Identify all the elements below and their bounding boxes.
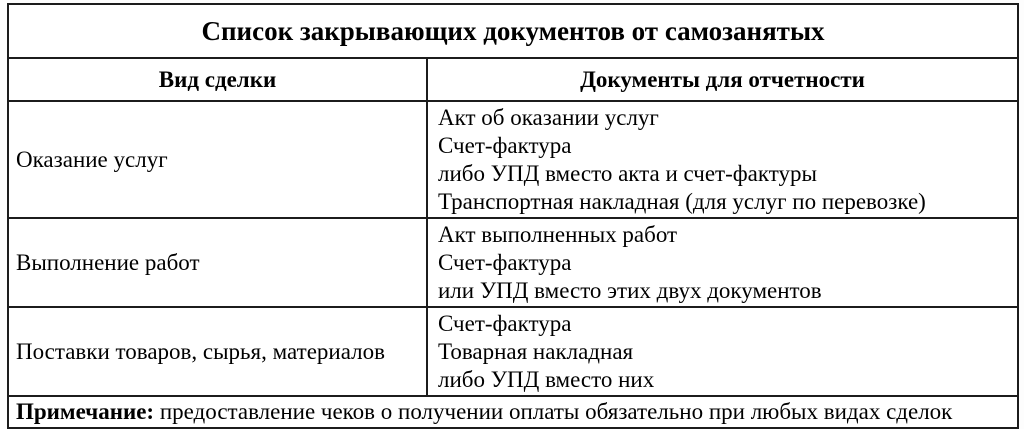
table-note-row (8, 396, 1018, 428)
documents-list-supplies (427, 307, 1018, 396)
document-item: Товарная накладная (438, 339, 634, 364)
document-item: либо УПД вместо акта и счет-фактуры (438, 161, 817, 186)
table-row-services (8, 101, 1018, 218)
column-header-documents: Документы для отчетности (427, 58, 1018, 101)
column-header-deal-type: Вид сделки (8, 58, 427, 101)
closing-documents-table (7, 3, 1019, 429)
document-item: Транспортная накладная (для услуг по перевозке) (438, 189, 926, 214)
note-text: предоставление чеков о получении оплаты обязательно при любых видах сделок (154, 399, 953, 424)
document-item: либо УПД вместо них (438, 367, 655, 392)
deal-type-services: Оказание услуг (8, 101, 427, 218)
table-title: Список закрывающих документов от самозанятых (8, 4, 1018, 58)
document-item: или УПД вместо этих двух документов (438, 278, 822, 303)
document-item: Акт об оказании услуг (438, 105, 659, 130)
document-item: Счет-фактура (438, 133, 572, 158)
document-item: Акт выполненных работ (438, 222, 678, 247)
note (8, 396, 1018, 428)
table-row-supplies (8, 307, 1018, 396)
documents-list-services (427, 101, 1018, 218)
table-header-row (8, 58, 1018, 101)
table-row-works (8, 218, 1018, 307)
deal-type-works: Выполнение работ (8, 218, 427, 307)
table-title-row (8, 4, 1018, 58)
documents-list-works (427, 218, 1018, 307)
document-item: Счет-фактура (438, 250, 572, 275)
note-label: Примечание: (16, 399, 155, 424)
deal-type-supplies: Поставки товаров, сырья, материалов (8, 307, 427, 396)
document-item: Счет-фактура (438, 311, 572, 336)
